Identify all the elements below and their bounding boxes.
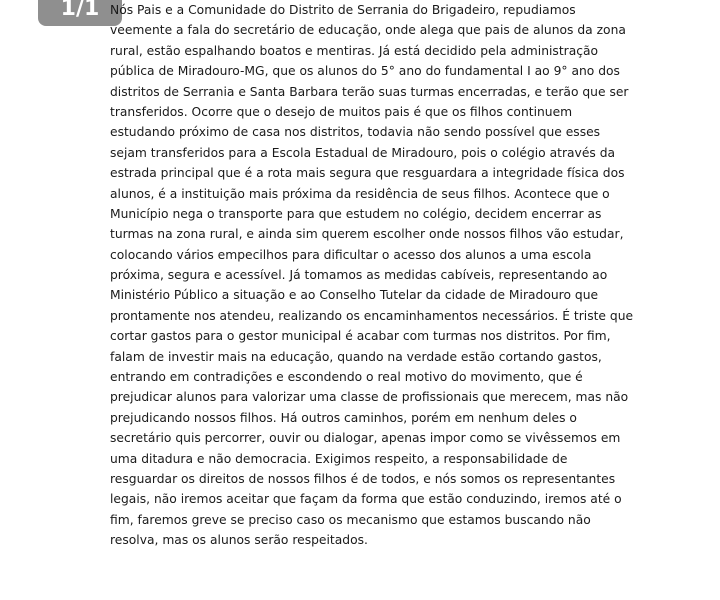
document-text — [110, 0, 634, 551]
document-line: estrada principal que é a rota mais segura que resguardara a integridade física dos — [110, 166, 625, 181]
document-line: Ministério Público a situação e ao Conselho Tutelar da cidade de Miradouro que — [110, 288, 599, 303]
document-line: sejam transferidos para a Escola Estadual de Miradouro, pois o colégio através da — [110, 145, 616, 160]
document-line: próxima, segura e acessível. Já tomamos as medidas cabíveis, representando ao — [110, 268, 608, 283]
document-line: veemente a fala do secretário de educação, onde alega que pais de alunos da zona — [110, 23, 626, 38]
document-line: rural, estão espalhando boatos e mentiras. Já está decidido pela administração — [110, 43, 599, 58]
document-line: falam de investir mais na educação, quando na verdade estão cortando gastos, — [110, 349, 602, 364]
document-line: distritos de Serrania e Santa Barbara terão suas turmas encerradas, e terão que ser — [110, 84, 629, 99]
document-line: colocando vários empecilhos para dificultar o acesso dos alunos a uma escola — [110, 247, 592, 262]
document-line: legais, não iremos aceitar que façam da forma que estão conduzindo, iremos até o — [110, 492, 622, 507]
document-line: secretário quis percorrer, ouvir ou dialogar, apenas impor como se vivêssemos em — [110, 431, 621, 446]
document-line: prejudicando nossos filhos. Há outros caminhos, porém em nenhum deles o — [110, 410, 577, 425]
document-line: alunos, é a instituição mais próxima da residência de seus filhos. Acontece que o — [110, 186, 610, 201]
document-line: resolva, mas os alunos serão respeitados. — [110, 533, 368, 548]
document-line: Município nega o transporte para que estudem no colégio, decidem encerrar as — [110, 206, 602, 221]
page-number-text: 1/1 — [60, 0, 100, 21]
document-line: uma ditadura e não democracia. Exigimos respeito, a responsabilidade de — [110, 451, 568, 466]
document-line: prontamente nos atendeu, realizando os encaminhamentos necessários. É triste que — [110, 308, 634, 323]
document-line: Nós Pais e a Comunidade do Distrito de Serrania do Brigadeiro, repudiamos — [110, 3, 576, 17]
document-line: entrando em contradições e escondendo o real motivo do movimento, que é — [110, 370, 583, 385]
document-line: resguardar os direitos de nossos filhos é de todos, e nós somos os representantes — [110, 471, 616, 486]
document-line: prejudicar alunos para valorizar uma classe de profissionais que merecem, mas não — [110, 390, 629, 405]
document-line: turmas na zona rural, e ainda sim querem escolher onde nossos filhos vão estudar, — [110, 227, 624, 242]
document-line: cortar gastos para o gestor municipal é acabar com turmas nos distritos. Por fim, — [110, 329, 611, 344]
document-line: fim, faremos greve se preciso caso os mecanismo que estamos buscando não — [110, 512, 591, 527]
document-line: pública de Miradouro-MG, que os alunos do 5° ano do fundamental I ao 9° ano dos — [110, 64, 620, 79]
document-line: transferidos. Ocorre que o desejo de muitos pais é que os filhos continuem — [110, 104, 573, 119]
document-line: estudando próximo de casa nos distritos, todavia não sendo possível que esses — [110, 125, 601, 140]
